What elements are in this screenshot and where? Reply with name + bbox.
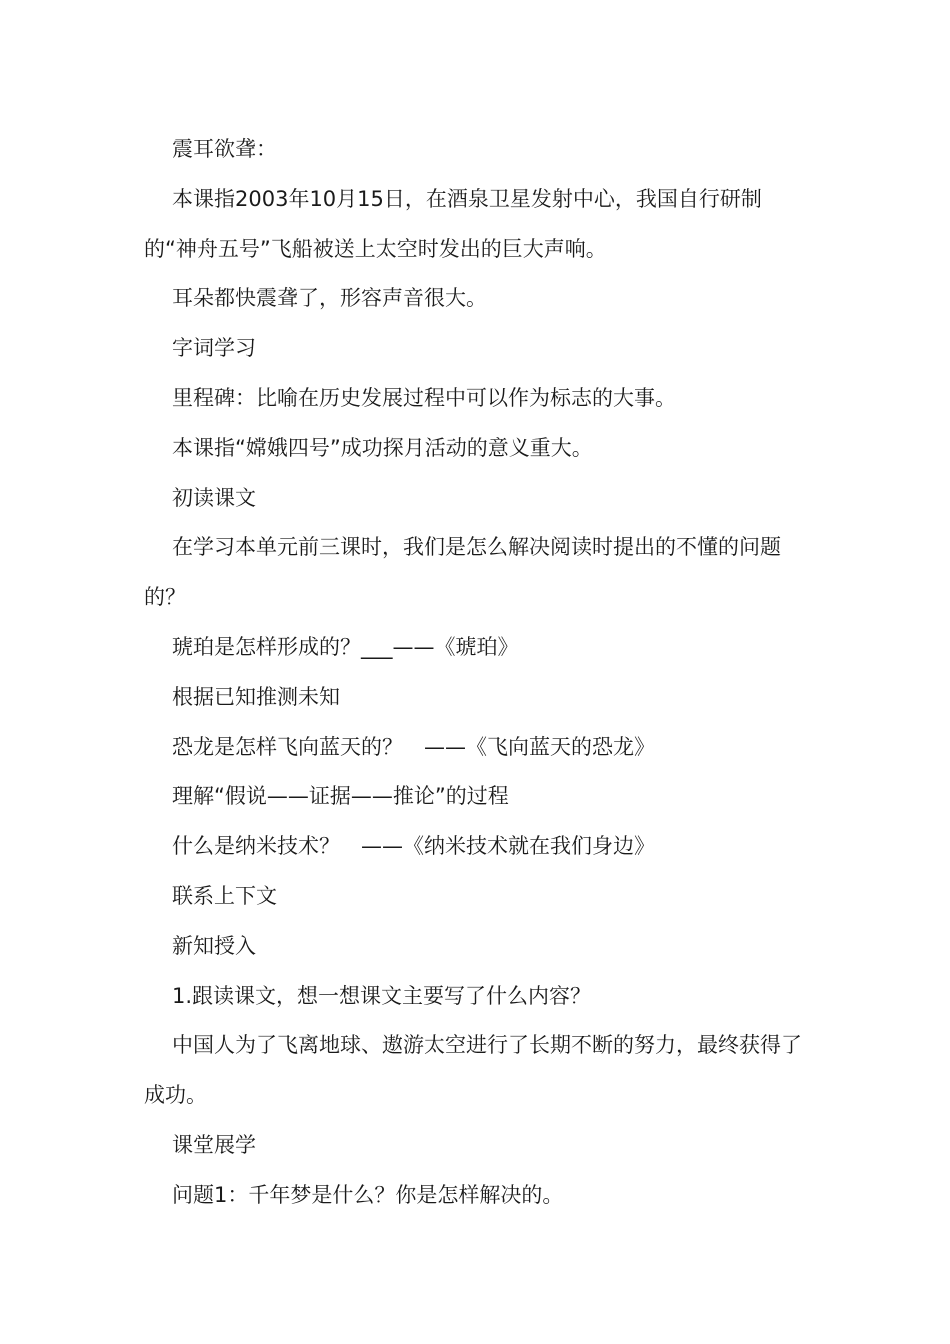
paragraph-milestone-definition: 里程碑：比喻在历史发展过程中可以作为标志的大事。 <box>172 385 676 410</box>
paragraph-dinosaur-question: 恐龙是怎样飞向蓝天的？ ——《飞向蓝天的恐龙》 <box>172 734 655 759</box>
paragraph-question-1: 问题1：千年梦是什么？你是怎样解决的。 <box>172 1182 564 1207</box>
paragraph-method-hypothesis: 理解“假说——证据——推论”的过程 <box>172 784 509 809</box>
section-heading-classroom: 课堂展学 <box>172 1132 256 1157</box>
paragraph-task-1-answer: 中国人为了飞离地球、遨游太空进行了长期不断的努力，最终获得了成功。 <box>144 1033 802 1108</box>
paragraph-term-meaning: 耳朵都快震聋了，形容声音很大。 <box>172 286 487 311</box>
paragraph-method-context: 联系上下文 <box>172 883 277 908</box>
paragraph-task-1: 1.跟读课文，想一想课文主要写了什么内容？ <box>172 983 592 1008</box>
paragraph-term-heading: 震耳欲聋： <box>172 137 277 161</box>
paragraph-term-explanation: 本课指2003年10月15日，在酒泉卫星发射中心，我国自行研制的“神舟五号”飞船被送上太空时发出的巨大声响。 <box>144 186 762 261</box>
paragraph-method-infer: 根据已知推测未知 <box>172 684 340 709</box>
paragraph-question-intro: 在学习本单元前三课时，我们是怎么解决阅读时提出的不懂的问题的？ <box>144 535 781 610</box>
paragraph-milestone-context: 本课指“嫦娥四号”成功探月活动的意义重大。 <box>172 435 593 460</box>
document-body <box>144 125 808 1221</box>
section-heading-first-reading: 初读课文 <box>172 485 256 510</box>
section-heading-vocabulary: 字词学习 <box>172 336 256 361</box>
section-heading-new-knowledge: 新知授入 <box>172 933 256 958</box>
paragraph-amber-question: 琥珀是怎样形成的？___——《琥珀》 <box>172 634 519 659</box>
paragraph-nano-question: 什么是纳米技术？ ——《纳米技术就在我们身边》 <box>172 834 655 859</box>
